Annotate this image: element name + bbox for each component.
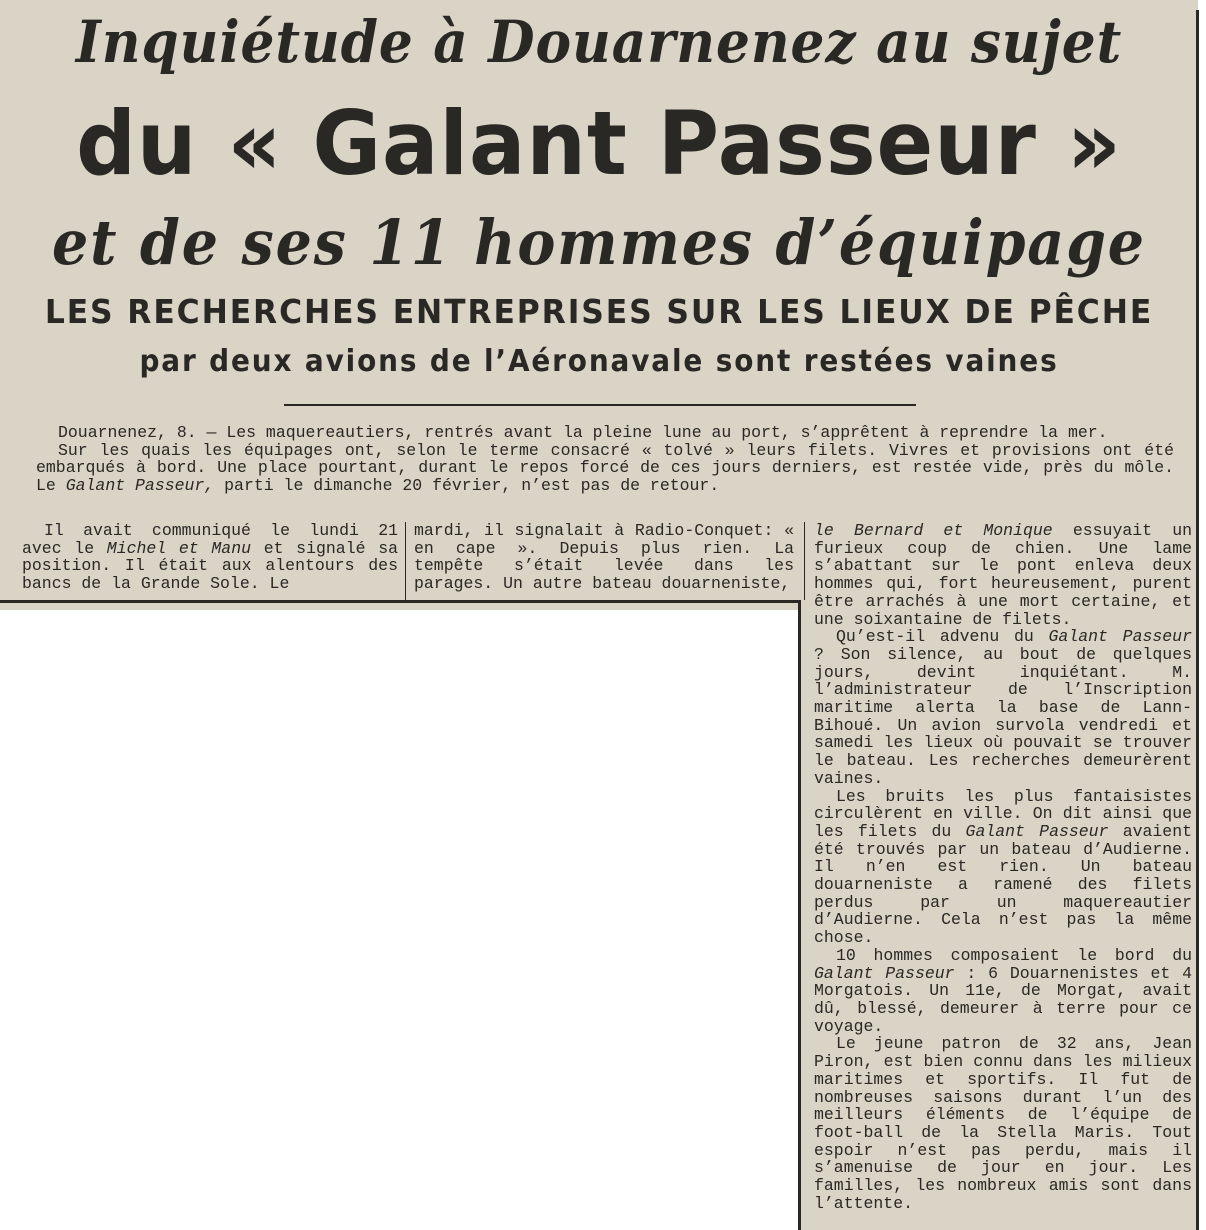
column-2-paragraph: mardi, il signalait à Radio-Conquet: « en cape ». Depuis plus rien. La tempête s’était levée dans les parages. Un autre bateau douarneniste, bbox=[414, 521, 794, 594]
col1-text-a: Il avait communiqué le lundi 21 avec le bbox=[22, 521, 398, 558]
col1-text-b: et signalé sa position. Il était aux alentours des bancs de la Grande Sole. Le bbox=[22, 538, 398, 594]
col3-p4-text-a: 10 hommes composaient le bord du bbox=[836, 945, 1192, 965]
headline-line-3: et de ses 11 hommes d’équipage bbox=[52, 206, 1146, 279]
frame-inner-left-rule bbox=[798, 600, 801, 1230]
article-column-3 bbox=[814, 522, 1192, 1212]
boat-name: Galant Passeur bbox=[1048, 627, 1192, 647]
column-rule-1 bbox=[405, 522, 406, 600]
boat-name: Michel et Manu bbox=[106, 538, 251, 558]
column-3-paragraph-5: Le jeune patron de 32 ans, Jean Piron, est bien connu dans les milieux maritimes et sportifs. Il fut de nombreuses saisons durant l’un des meilleurs éléments de l’équipe de foot-ball de la Stella Maris. Tout espoir n’est pas perdu, mais il s’amenuise de jour en jour. Les familles, les nombreux amis sont dans l’attente. bbox=[814, 1034, 1192, 1213]
subheadline-1: LES RECHERCHES ENTREPRISES SUR LES LIEUX DE PÊCHE bbox=[44, 292, 1154, 331]
headline-separator bbox=[284, 404, 916, 406]
col3-p2-text-a: Qu’est-il advenu du bbox=[836, 627, 1049, 647]
intro-paragraph-1: Douarnenez, 8. — Les maquereautiers, rentrés avant la pleine lune au port, s’apprêtent à reprendre la mer. bbox=[58, 423, 1108, 442]
intro-text bbox=[36, 424, 1174, 495]
boat-name: Galant Passeur bbox=[814, 963, 955, 983]
article-column-1 bbox=[22, 522, 398, 593]
column-rule-2 bbox=[804, 522, 805, 600]
col3-p3-text-a: Les bruits les plus fantaisistes circulèrent en ville. On dit ainsi que les filets du bbox=[814, 786, 1192, 841]
column-3-paragraph-4 bbox=[814, 947, 1192, 1036]
boat-name: Galant Passeur bbox=[965, 821, 1109, 841]
column-1-paragraph bbox=[22, 522, 398, 593]
frame-right-rule bbox=[1196, 10, 1199, 1230]
subheadline-2: par deux avions de l’Aéronavale sont restées vaines bbox=[139, 344, 1059, 379]
headline-line-1: Inquiétude à Douarnenez au sujet bbox=[75, 8, 1123, 76]
boat-name: Galant Passeur, bbox=[65, 476, 215, 496]
column-3-paragraph-1 bbox=[814, 522, 1192, 628]
column-3-paragraph-2 bbox=[814, 628, 1192, 787]
intro-paragraph-2 bbox=[36, 442, 1174, 495]
col3-p3-text-b: avaient été trouvés par un bateau d’Audierne. Il n’en est rien. Un bateau douarneniste a ramené des filets perdus par un maquereautier d’Audierne. Cela n’est pas la même chose. bbox=[814, 821, 1193, 948]
col3-p1-text: essuyait un furieux coup de chien. Une lame s’abattant sur le pont enleva deux hommes qui, fort heureusement, purent être arrachés à une mort certaine, et une soixantaine de filets. bbox=[814, 521, 1193, 629]
column-bottom-rule bbox=[0, 600, 800, 603]
boat-name: le Bernard et Monique bbox=[814, 521, 1053, 540]
intro-p2-text-b: parti le dimanche 20 février, n’est pas de retour. bbox=[214, 476, 720, 496]
intro-p2-text-a: Sur les quais les équipages ont, selon le terme consacré « tolvé » leurs filets. Vivres et provisions ont été embarqués à bord. Une place pourtant, durant le repos forcé de ces jours derniers, est restée vide, près du môle. Le bbox=[36, 440, 1174, 496]
headline-line-2: du « Galant Passeur » bbox=[76, 92, 1122, 195]
col3-p2-text-b: ? Son silence, au bout de quelques jours, devint inquiétant. M. l’administrateur de l’Inscription maritime alerta la base de Lann-Bihoué. Un avion survola vendredi et samedi les lieux où pouvait se trouver le bateau. Les recherches demeurèrent vaines. bbox=[814, 644, 1192, 788]
col3-p4-text-b: : 6 Douarnenistes et 4 Morgatois. Un 11e, de Morgat, avait dû, blessé, demeurer à terre pour ce voyage. bbox=[814, 963, 1192, 1036]
article-column-2 bbox=[414, 522, 794, 593]
column-3-paragraph-3 bbox=[814, 788, 1192, 947]
